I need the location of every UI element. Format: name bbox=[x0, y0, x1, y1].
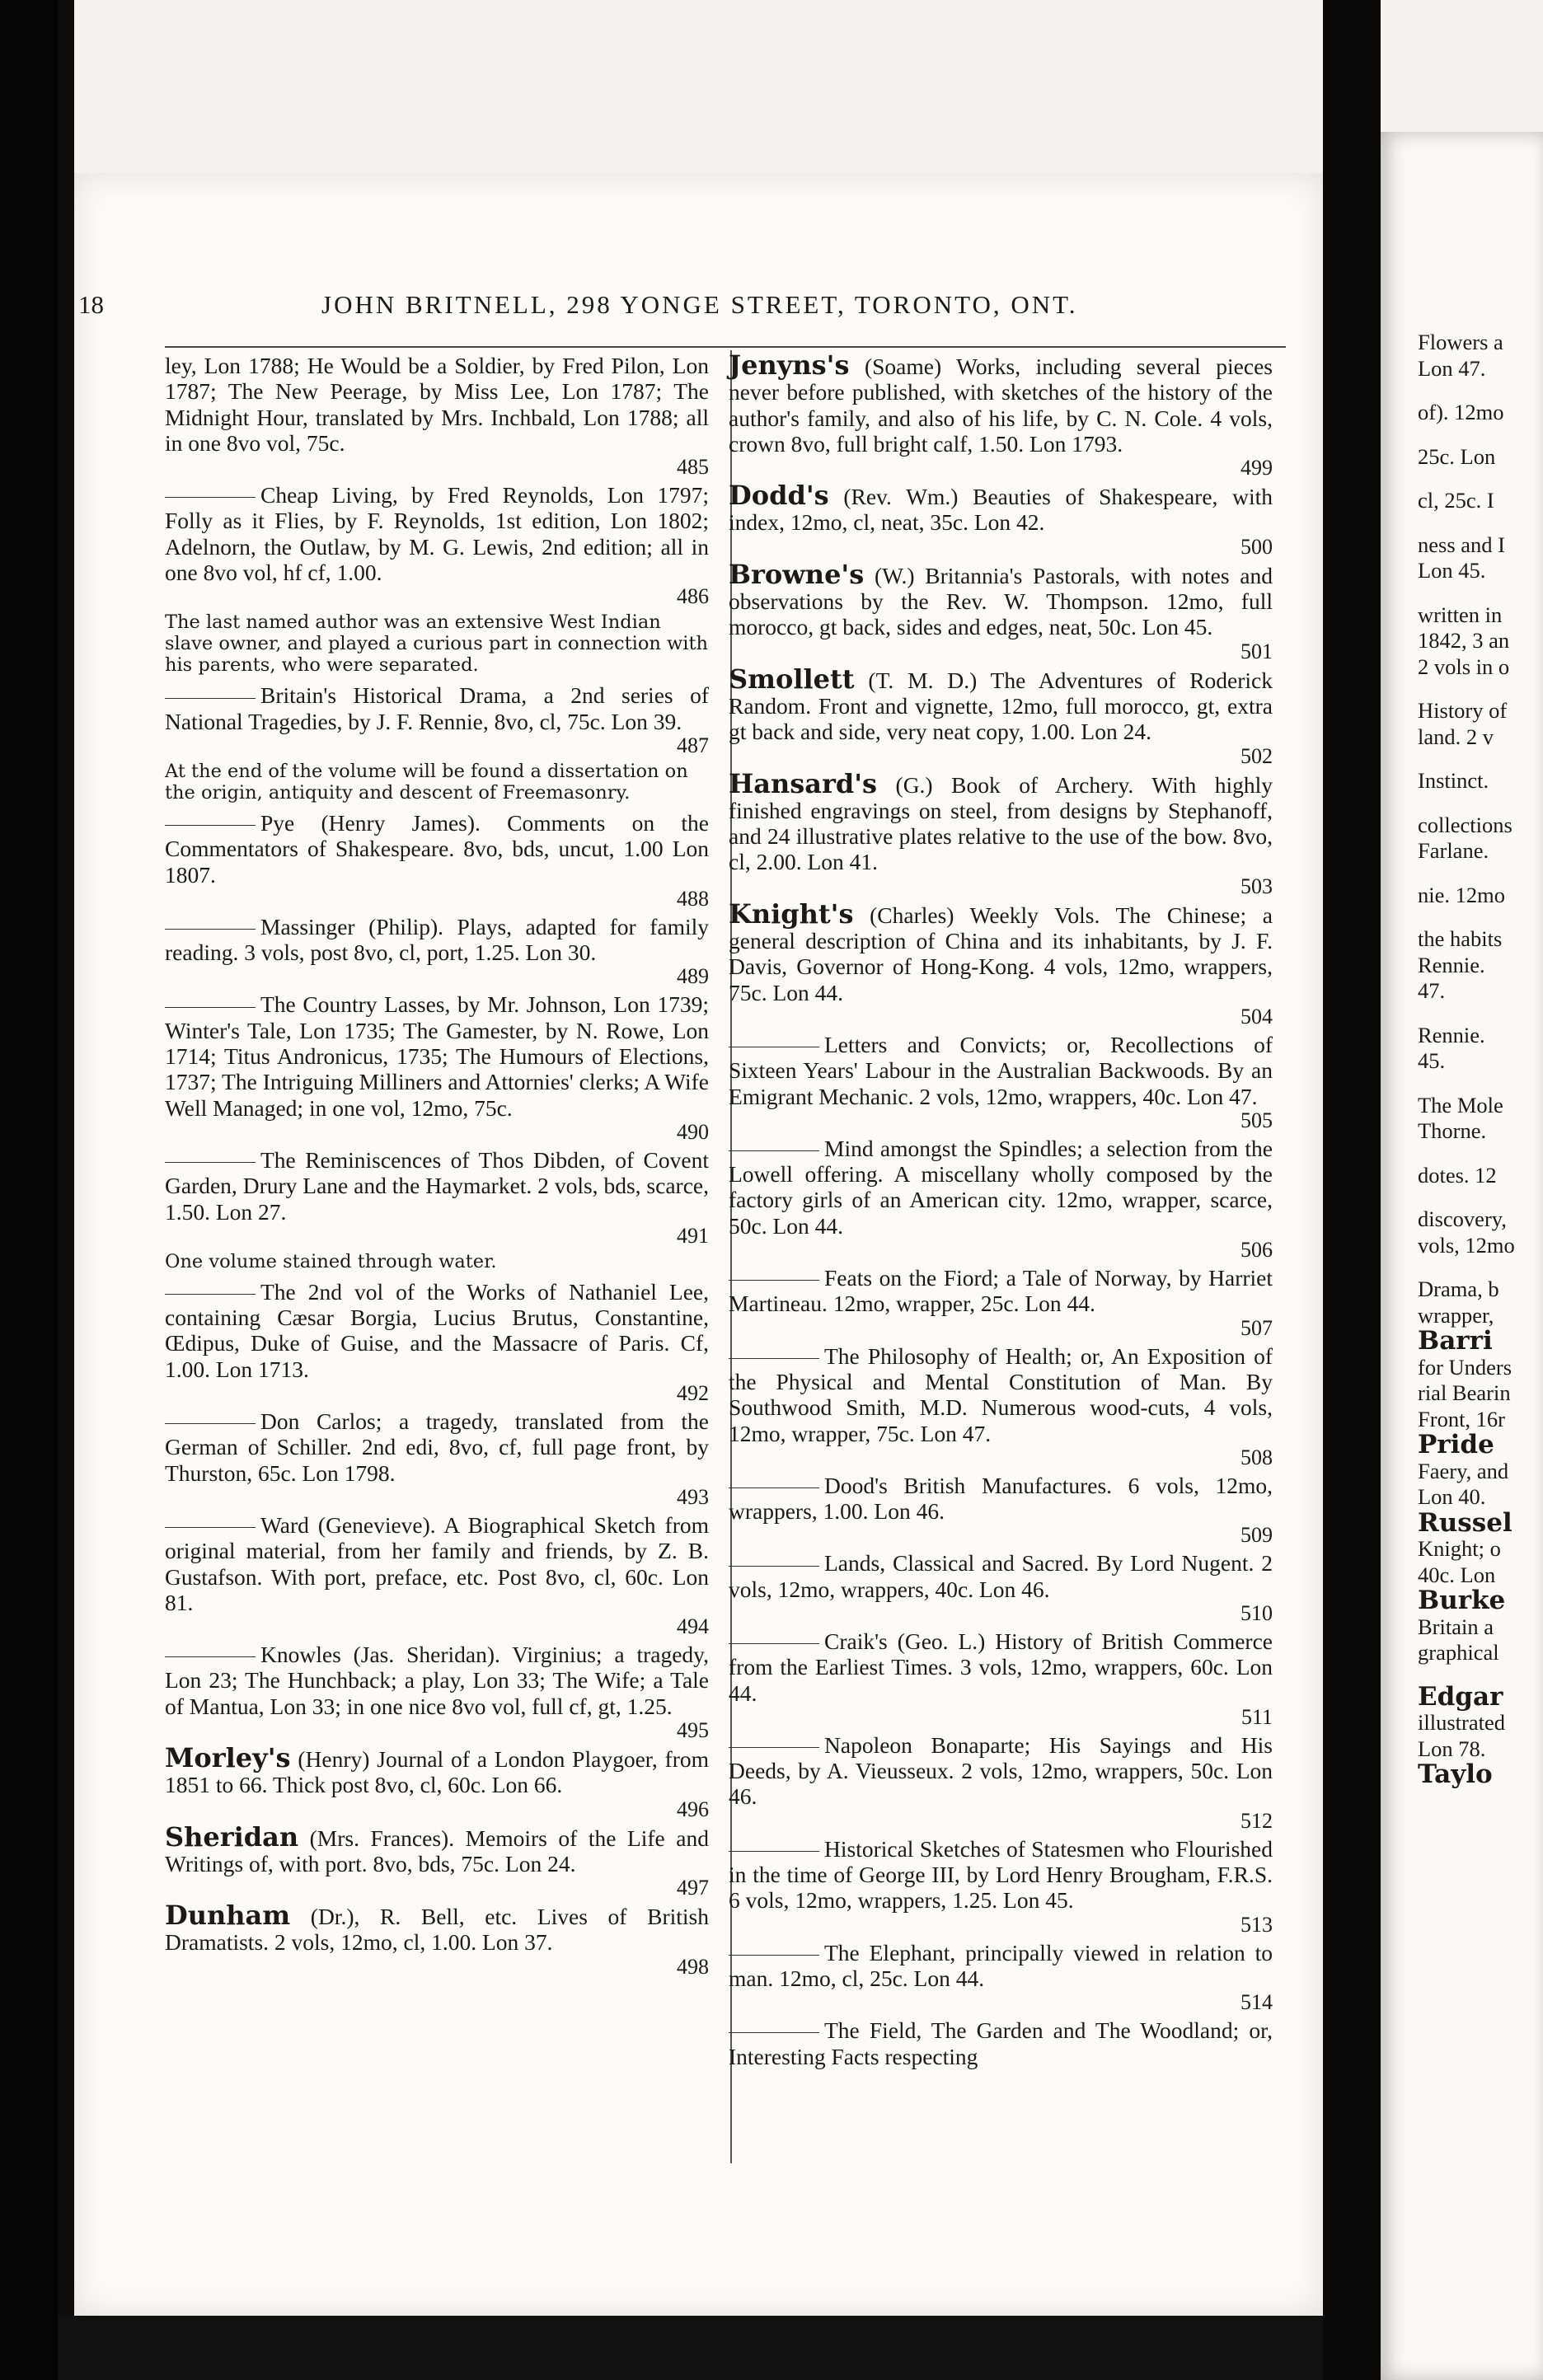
catalog-entry bbox=[729, 1136, 1273, 1262]
facing-page-line: 2 vols in o bbox=[1418, 654, 1510, 679]
ditto-rule bbox=[729, 1566, 819, 1567]
facing-page-line bbox=[1418, 382, 1543, 400]
author-name: Smollett bbox=[729, 663, 855, 695]
facing-page-line: Burke bbox=[1418, 1586, 1506, 1615]
facing-page-line: Flowers a bbox=[1418, 330, 1503, 354]
item-number: 509 bbox=[1240, 1523, 1273, 1548]
ditto-rule bbox=[729, 1280, 819, 1281]
catalog-entry bbox=[729, 767, 1273, 898]
scan-bottom-edge bbox=[58, 2316, 1323, 2380]
item-number: 492 bbox=[677, 1381, 709, 1406]
item-number: 514 bbox=[1240, 1990, 1273, 2015]
item-number: 512 bbox=[1240, 1808, 1273, 1833]
catalog-entry bbox=[729, 663, 1273, 768]
item-number: 487 bbox=[677, 733, 709, 757]
facing-page-line bbox=[1418, 426, 1543, 444]
facing-page-line: dotes. 12 bbox=[1418, 1162, 1497, 1188]
item-number: 500 bbox=[1240, 534, 1273, 559]
catalog-entry bbox=[165, 1741, 709, 1821]
item-number: 497 bbox=[677, 1876, 709, 1900]
item-number: 498 bbox=[677, 1954, 709, 1979]
entry-text: ley, Lon 1788; He Would be a Soldier, by Fred Pilon, Lon 1787; The New Peerage, by Miss Lee, Lon 1787; The Midnight Hour, translated by Mrs. Inchbald, Lon 1788; all in one 8vo vol, 75c. bbox=[165, 353, 709, 456]
entry-text: The Reminiscences of Thos Dibden, of Covent Garden, Drury Lane and the Haymarket. 2 vols, bds, scarce, 1.50. Lon 27. bbox=[165, 1146, 709, 1225]
ditto-rule bbox=[729, 1747, 819, 1748]
item-number: 485 bbox=[677, 455, 709, 480]
ditto-rule bbox=[729, 1955, 819, 1956]
catalog-entry bbox=[165, 1279, 709, 1405]
item-number: 513 bbox=[1240, 1912, 1273, 1937]
ditto-rule bbox=[165, 497, 256, 498]
catalog-note: The last named author was an extensive West Indian slave owner, and played a curious part in connection with his parents, who were separated. bbox=[165, 611, 709, 677]
facing-page-line bbox=[1418, 908, 1543, 926]
item-number: 488 bbox=[677, 886, 709, 911]
facing-page-line bbox=[1418, 584, 1543, 602]
catalog-entry bbox=[165, 482, 709, 608]
facing-page-line bbox=[1418, 1005, 1543, 1023]
item-number: 495 bbox=[677, 1717, 709, 1742]
facing-page-line: 1842, 3 an bbox=[1418, 628, 1510, 653]
entry-text: Feats on the Fiord; a Tale of Norway, by Harriet Martineau. 12mo, wrapper, 25c. Lon 44. bbox=[729, 1265, 1273, 1317]
entry-text: (G.) Book of Archery. With highly finished engravings on steel, from designs by Stephanoff, and 24 illustrative plates relative to the use of the bow. 8vo, cl, 2.00. Lon 41. bbox=[729, 771, 1273, 875]
ditto-rule bbox=[729, 1150, 819, 1151]
facing-page-line: Knight; o bbox=[1418, 1536, 1501, 1561]
facing-page-line: of). 12mo bbox=[1418, 400, 1504, 424]
item-number: 506 bbox=[1240, 1238, 1273, 1263]
entry-text: Letters and Convicts; or, Recollections of Sixteen Years' Labour in the Australian Backwoods. By an Emigrant Mechanic. 2 vols, 12mo, wrappers, 40c. Lon 47. bbox=[729, 1031, 1273, 1109]
facing-page-line: the habits bbox=[1418, 926, 1503, 951]
ditto-rule bbox=[165, 1527, 256, 1528]
catalog-entry bbox=[729, 558, 1273, 663]
facing-page-line bbox=[1418, 680, 1543, 698]
entry-text: The Philosophy of Health; or, An Exposition of the Physical and Mental Constitution of Man. By Southwood Smith, M.D. Numerous wood-cuts, 4 vols, 12mo, wrapper, 75c. Lon 47. bbox=[729, 1342, 1273, 1446]
running-head: JOHN BRITNELL, 298 YONGE STREET, TORONTO, ONT. bbox=[321, 290, 1078, 319]
facing-page-line: Edgar bbox=[1418, 1681, 1503, 1712]
ditto-rule bbox=[165, 1423, 256, 1424]
facing-page-line: discovery, bbox=[1418, 1206, 1507, 1231]
facing-page-line: Front, 16r bbox=[1418, 1406, 1505, 1431]
ditto-rule bbox=[165, 1007, 256, 1008]
right-column bbox=[729, 349, 1273, 2073]
catalog-entry bbox=[729, 349, 1273, 480]
item-number: 503 bbox=[1240, 874, 1273, 898]
entry-text: Craik's (Geo. L.) History of British Commerce from the Earliest Times. 3 vols, 12mo, wrappers, 60c. Lon 44. bbox=[729, 1628, 1273, 1706]
facing-page-line: ness and I bbox=[1418, 532, 1505, 557]
entry-text: Don Carlos; a tragedy, translated from the German of Schiller. 2nd edi, 8vo, cf, full page front, by Thurston, 65c. Lon 1798. bbox=[165, 1408, 709, 1486]
item-number: 489 bbox=[677, 964, 709, 989]
facing-page-line: rial Bearin bbox=[1418, 1380, 1511, 1405]
item-number: 502 bbox=[1240, 743, 1273, 768]
left-column bbox=[165, 353, 709, 1982]
author-name: Browne's bbox=[729, 558, 865, 590]
entry-text: Massinger (Philip). Plays, adapted for family reading. 3 vols, post 8vo, cl, port, 1.25. Lon 30. bbox=[165, 913, 709, 966]
catalog-entry bbox=[729, 2017, 1273, 2069]
facing-page-line: Farlane. bbox=[1418, 838, 1489, 863]
facing-page-line bbox=[1418, 514, 1543, 532]
header-rule bbox=[165, 346, 1286, 348]
entry-text: (T. M. D.) The Adventures of Roderick Random. Front and vignette, 12mo, full morocco, gt, extra gt back and side, very neat copy, 1.00. Lon 24. bbox=[729, 667, 1273, 745]
facing-page-line: Faery, and bbox=[1418, 1458, 1509, 1483]
facing-page-line: Lon 40. bbox=[1418, 1484, 1486, 1509]
catalog-entry bbox=[729, 1032, 1273, 1132]
facing-page-line: written in bbox=[1418, 602, 1503, 627]
author-name: Dodd's bbox=[729, 480, 829, 512]
catalog-entry bbox=[729, 1343, 1273, 1469]
facing-page-line: History of bbox=[1418, 698, 1508, 723]
entry-text: (W.) Britannia's Pastorals, with notes and observations by the Rev. W. Thompson. 12mo, full morocco, gt back, sides and edges, neat, 50c. Lon 45. bbox=[729, 562, 1273, 640]
facing-page-line: 47. bbox=[1418, 978, 1446, 1003]
entry-text: Dood's British Manufactures. 6 vols, 12mo, wrappers, 1.00. Lon 46. bbox=[729, 1472, 1273, 1525]
entry-text: Pye (Henry James). Comments on the Commentators of Shakespeare. 8vo, bds, uncut, 1.00 Lon 1807. bbox=[165, 809, 709, 888]
catalog-entry bbox=[165, 1512, 709, 1638]
item-number: 507 bbox=[1240, 1315, 1273, 1340]
item-number: 486 bbox=[677, 584, 709, 609]
entry-text: Knowles (Jas. Sheridan). Virginius; a tragedy, Lon 23; The Hunchback; a play, Lon 33; The Wife; a Tale of Mantua, Lon 33; in one nice 8vo vol, full cf, gt, 1.25. bbox=[165, 1642, 709, 1719]
scan-left-margin bbox=[0, 0, 58, 2380]
entry-text: The Elephant, principally viewed in relation to man. 12mo, cl, 25c. Lon 44. bbox=[729, 1939, 1273, 1991]
item-number: 504 bbox=[1240, 1004, 1273, 1028]
catalog-entry bbox=[729, 1550, 1273, 1625]
facing-page-line: graphical bbox=[1418, 1640, 1499, 1665]
facing-page-line: Taylo bbox=[1418, 1759, 1493, 1789]
facing-page-line: nie. 12mo bbox=[1418, 882, 1505, 907]
ditto-rule bbox=[165, 1656, 256, 1657]
author-name: Jenyns's bbox=[729, 349, 850, 381]
entry-text: (Dr.), R. Bell, etc. Lives of British Dramatists. 2 vols, 12mo, cl, 1.00. Lon 37. bbox=[165, 1904, 709, 1956]
author-name: Hansard's bbox=[729, 767, 878, 799]
facing-page-line: 25c. Lon bbox=[1418, 443, 1496, 469]
item-number: 491 bbox=[677, 1223, 709, 1248]
catalog-entry bbox=[165, 1900, 709, 1979]
ditto-rule bbox=[165, 698, 256, 699]
item-number: 496 bbox=[677, 1797, 709, 1821]
entry-text: (Rev. Wm.) Beauties of Shakespeare, with index, 12mo, cl, neat, 35c. Lon 42. bbox=[729, 484, 1273, 536]
entry-text: The Field, The Garden and The Woodland; or, Interesting Facts respecting bbox=[729, 2017, 1273, 2069]
facing-page-line: cl, 25c. I bbox=[1418, 488, 1494, 513]
catalog-entry bbox=[165, 1147, 709, 1248]
ditto-rule bbox=[165, 1294, 256, 1295]
ditto-rule bbox=[165, 825, 256, 826]
scan-left-edge bbox=[58, 0, 74, 2380]
facing-page-line: Britain a bbox=[1418, 1614, 1494, 1639]
entry-text: Mind amongst the Spindles; a selection from the Lowell offering. A miscellany wholly composed by the factory girls of an American city. 12mo, wrapper, scarce, 50c. Lon 44. bbox=[729, 1135, 1273, 1239]
catalog-entry bbox=[165, 914, 709, 989]
ditto-rule bbox=[165, 1162, 256, 1163]
facing-page-line: for Unders bbox=[1418, 1354, 1513, 1380]
facing-page-line: 45. bbox=[1418, 1048, 1446, 1073]
facing-page-line bbox=[1418, 1258, 1543, 1277]
entry-text: (Mrs. Frances). Memoirs of the Life and Writings of, with port. 8vo, bds, 75c. Lon 24. bbox=[165, 1825, 709, 1876]
facing-page-line bbox=[1418, 750, 1543, 768]
entry-text: Cheap Living, by Fred Reynolds, Lon 1797; Folly as it Flies, by F. Reynolds, 1st edition, Lon 1802; Adelnorn, the Outlaw, by M. G. Lewis, 2nd edition; all in one 8vo vol, hf cf, 1.00. bbox=[165, 482, 709, 586]
catalog-entry bbox=[729, 1940, 1273, 2015]
facing-page-line: Pride bbox=[1418, 1430, 1494, 1459]
facing-page-line bbox=[1418, 794, 1543, 813]
item-number: 510 bbox=[1240, 1600, 1273, 1625]
item-number: 490 bbox=[677, 1119, 709, 1144]
facing-page-line: The Mole bbox=[1418, 1092, 1503, 1117]
item-number: 499 bbox=[1240, 456, 1273, 480]
facing-page-line: Lon 45. bbox=[1418, 558, 1486, 583]
catalog-entry bbox=[729, 480, 1273, 559]
catalog-entry bbox=[165, 1408, 709, 1509]
ditto-rule bbox=[729, 1851, 819, 1852]
facing-page-line bbox=[1418, 1145, 1543, 1163]
entry-text: Britain's Historical Drama, a 2nd series of National Tragedies, by J. F. Rennie, 8vo, cl, 75c. Lon 39. bbox=[165, 682, 709, 734]
facing-page-line: land. 2 v bbox=[1418, 724, 1494, 749]
catalog-note: One volume stained through water. bbox=[165, 1250, 497, 1272]
author-name: Knight's bbox=[729, 897, 854, 930]
catalog-entry bbox=[165, 353, 709, 479]
entry-text: The Country Lasses, by Mr. Johnson, Lon 1739; Winter's Tale, Lon 1735; The Gamester, by N. Rowe, Lon 1714; Titus Andronicus, 1735; The Humours of Elections, 1737; The Intriguing Milliners and Attornies' clerks; A Wife Well Managed; in one vol, 12mo, 75c. bbox=[165, 991, 709, 1121]
facing-page-line: Instinct. bbox=[1418, 768, 1489, 793]
catalog-entry bbox=[165, 682, 709, 757]
item-number: 494 bbox=[677, 1614, 709, 1639]
entry-text: (Charles) Weekly Vols. The Chinese; a general description of China and its inhabitants, by J. F. Davis, Governor of Hong-Kong. 4 vols, 12mo, wrappers, 75c. Lon 44. bbox=[729, 902, 1273, 1005]
next-page-column bbox=[1418, 330, 1543, 1788]
item-number: 511 bbox=[1240, 1704, 1273, 1729]
entry-text: Historical Sketches of Statesmen who Flourished in the time of George III, by Lord Henry Brougham, F.R.S. 6 vols, 12mo, wrappers, 1.25. Lon 45. bbox=[729, 1835, 1273, 1914]
catalog-entry bbox=[165, 991, 709, 1143]
item-number: 508 bbox=[1240, 1445, 1273, 1469]
ditto-rule bbox=[729, 1358, 819, 1359]
catalog-entry bbox=[729, 1836, 1273, 1937]
facing-page-line: Thorne. bbox=[1418, 1118, 1487, 1143]
facing-page-line bbox=[1418, 1075, 1543, 1093]
facing-page-line: Barri bbox=[1418, 1326, 1493, 1356]
facing-page-line: 40c. Lon bbox=[1418, 1562, 1496, 1587]
facing-page-line: collections bbox=[1418, 812, 1513, 837]
entry-text: (Henry) Journal of a London Playgoer, from 1851 to 66. Thick post 8vo, cl, 60c. Lon 66. bbox=[165, 1745, 709, 1798]
facing-page-line: vols, 12mo bbox=[1418, 1232, 1515, 1258]
item-number: 493 bbox=[677, 1484, 709, 1509]
ditto-rule bbox=[165, 929, 256, 930]
catalog-entry bbox=[165, 810, 709, 911]
entry-text: The 2nd vol of the Works of Nathaniel Lee, containing Cæsar Borgia, Lucius Brutus, Constantine, Œdipus, Duke of Guise, and the Massacre of Paris. Cf, 1.00. Lon 1713. bbox=[165, 1278, 709, 1382]
facing-page-line: Rennie. bbox=[1418, 1022, 1485, 1047]
catalog-note: At the end of the volume will be found a dissertation on the origin, antiquity and descent of Freemasonry. bbox=[165, 760, 688, 803]
book-gutter bbox=[1323, 0, 1381, 2380]
author-name: Dunham bbox=[165, 1900, 291, 1932]
catalog-entry bbox=[729, 897, 1273, 1028]
facing-page-line: Russel bbox=[1418, 1507, 1513, 1538]
page-number: 18 bbox=[78, 290, 104, 319]
catalog-entry bbox=[165, 1820, 709, 1900]
facing-page-line: wrapper, bbox=[1418, 1302, 1494, 1328]
ditto-rule bbox=[729, 1643, 819, 1644]
facing-page-line: illustrated bbox=[1418, 1710, 1505, 1735]
facing-page-line bbox=[1418, 864, 1543, 883]
facing-page-line: Lon 78. bbox=[1418, 1736, 1486, 1761]
ditto-rule bbox=[729, 2032, 819, 2033]
facing-page-line bbox=[1418, 470, 1543, 488]
catalog-entry bbox=[729, 1732, 1273, 1833]
item-number: 501 bbox=[1240, 639, 1273, 663]
catalog-entry bbox=[729, 1628, 1273, 1729]
entry-text: Ward (Genevieve). A Biographical Sketch from original material, from her family and friends, by Z. B. Gustafson. With port, preface, etc. Post 8vo, cl, 60c. Lon 81. bbox=[165, 1511, 709, 1615]
entry-text: Lands, Classical and Sacred. By Lord Nugent. 2 vols, 12mo, wrappers, 40c. Lon 46. bbox=[729, 1550, 1273, 1602]
catalog-entry bbox=[729, 1265, 1273, 1340]
facing-page-line: Rennie. bbox=[1418, 952, 1485, 977]
author-name: Morley's bbox=[165, 1741, 291, 1773]
item-number: 505 bbox=[1240, 1108, 1273, 1132]
facing-page-line: Lon 47. bbox=[1418, 355, 1486, 381]
catalog-entry bbox=[729, 1473, 1273, 1548]
facing-page-line: Drama, b bbox=[1418, 1277, 1499, 1301]
catalog-entry bbox=[165, 1642, 709, 1742]
facing-page-line bbox=[1418, 1188, 1543, 1206]
author-name: Sheridan bbox=[165, 1820, 299, 1853]
entry-text: (Soame) Works, including several pieces never before published, with sketches of the history of the author's family, and also of his life, by C. N. Cole. 4 vols, crown 8vo, full bright calf, 1.50. Lon 1793. bbox=[729, 354, 1273, 457]
entry-text: Napoleon Bonaparte; His Sayings and His Deeds, by A. Vieusseux. 2 vols, 12mo, wrappers, 50c. Lon 46. bbox=[729, 1731, 1273, 1810]
